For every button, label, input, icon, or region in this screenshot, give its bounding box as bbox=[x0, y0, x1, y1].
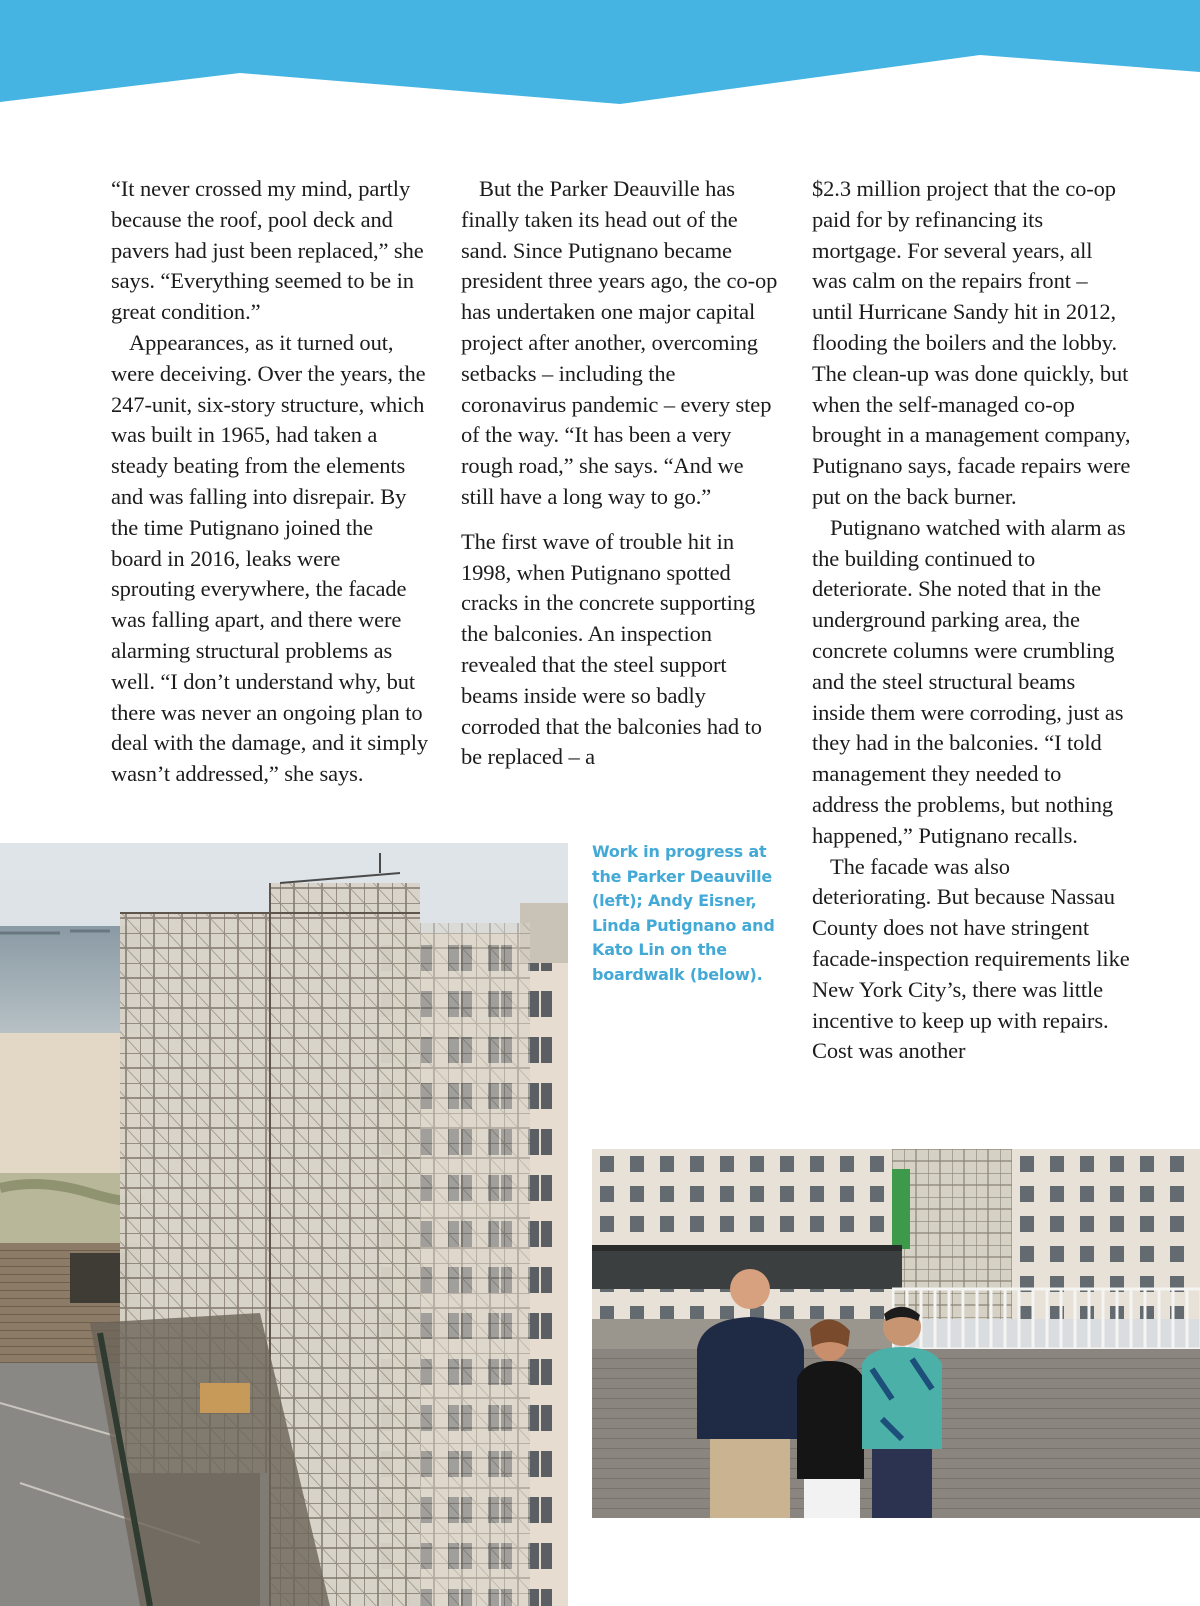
photo-scaffolding-building bbox=[0, 843, 568, 1606]
article-column-2 bbox=[461, 174, 779, 773]
top-banner bbox=[0, 0, 1200, 110]
article-column-3 bbox=[812, 174, 1132, 1067]
paragraph: But the Parker Deauville has finally taken its head out of the sand. Since Putignano became president three years ago, the co-op has undertaken one major capital project after another, overcoming setbacks – including the coronavirus pandemic – every step of the way. “It has been a very rough road,” she says. “And we still have a long way to go.” bbox=[461, 176, 778, 509]
paragraph: Appearances, as it turned out, were deceiving. Over the years, the 247-unit, six-story structure, which was built in 1965, had taken a steady beating from the elements and was falling into disrepair. By the time Putignano joined the board in 2016, leaks were sprouting everywhere, the facade was falling apart, and there were alarming structural problems as well. “I don’t understand why, but there was never an ongoing plan to deal with the damage, and it simply wasn’t addressed,” she says. bbox=[111, 329, 429, 787]
paragraph: The first wave of trouble hit in 1998, when Putignano spotted cracks in the concrete supporting the balconies. An inspection revealed that the steel support beams inside were so badly corroded that the balconies had to be replaced – a bbox=[461, 528, 762, 770]
paragraph: Putignano watched with alarm as the building continued to deteriorate. She noted that in the underground parking area, the concrete columns were crumbling and the steel structural beams inside them were corroding, just as they had in the balconies. “I told management they needed to address the problems, but nothing happened,” Putignano recalls. bbox=[812, 514, 1126, 848]
banner-wave bbox=[0, 0, 1200, 104]
paragraph: “It never crossed my mind, partly because the roof, pool deck and pavers had just been replaced,” she says. “Everything seemed to be in great condition.” bbox=[111, 176, 424, 325]
photo-people-boardwalk bbox=[592, 1149, 1200, 1518]
paragraph: $2.3 million project that the co-op paid for by refinancing its mortgage. For several years, all was calm on the repairs front – until Hurricane Sandy hit in 2012, flooding the boilers and the lobby. The clean-up was done quickly, but when the self-managed co-op brought in a management company, Putignano says, facade repairs were put on the back burner. bbox=[812, 176, 1131, 509]
article-column-1 bbox=[111, 174, 429, 790]
paragraph: The facade was also deteriorating. But because Nassau County does not have stringent facade-inspection requirements like New York City’s, there was little incentive to keep up with repairs. Cost was another bbox=[812, 853, 1130, 1064]
photo-caption: Work in progress at the Parker Deauville (left); Andy Eisner, Linda Putignano and Kato Lin on the boardwalk (below). bbox=[592, 842, 775, 984]
